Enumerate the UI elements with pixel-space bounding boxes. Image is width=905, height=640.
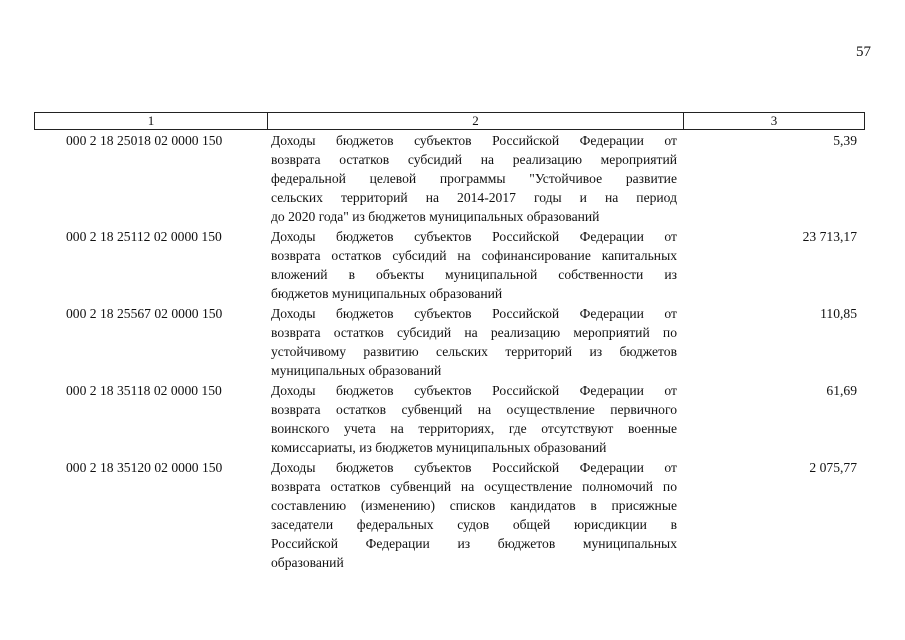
description-line: сельских территорий на 2014-2017 годы и на период bbox=[271, 190, 677, 205]
row-description bbox=[267, 458, 683, 572]
amount-value: 5,39 bbox=[833, 133, 857, 148]
header-col-1: 1 bbox=[35, 113, 268, 129]
row-description bbox=[267, 227, 683, 303]
description-line: вложений в объекты муниципальной собственности из bbox=[271, 267, 677, 282]
description-line: Доходы бюджетов субъектов Российской Федерации от bbox=[271, 229, 677, 244]
description-line: воинского учета на территориях, где отсутствуют военные bbox=[271, 421, 677, 436]
description-line: Доходы бюджетов субъектов Российской Федерации от bbox=[271, 133, 677, 148]
page-number: 57 bbox=[856, 44, 871, 60]
table-row bbox=[34, 458, 865, 572]
description-line: федеральной целевой программы "Устойчивое развитие bbox=[271, 171, 677, 186]
amount-value: 2 075,77 bbox=[809, 460, 857, 475]
budget-code: 000 2 18 35118 02 0000 150 bbox=[66, 383, 222, 398]
table-row bbox=[34, 227, 865, 303]
amount-value: 23 713,17 bbox=[802, 229, 857, 244]
description-line: устойчивому развитию сельских территорий из бюджетов bbox=[271, 344, 677, 359]
description-line: возврата остатков субвенций на осуществление полномочий по bbox=[271, 479, 677, 494]
row-description bbox=[267, 381, 683, 457]
row-description bbox=[267, 131, 683, 226]
table-body bbox=[34, 131, 865, 573]
description-line: возврата остатков субсидий на софинансирование капитальных bbox=[271, 248, 677, 263]
amount-value: 110,85 bbox=[820, 306, 857, 321]
description-line: заседатели федеральных судов общей юрисдикции в bbox=[271, 517, 677, 532]
table-row bbox=[34, 381, 865, 457]
table-row bbox=[34, 304, 865, 380]
budget-code: 000 2 18 25112 02 0000 150 bbox=[66, 229, 222, 244]
table-row bbox=[34, 131, 865, 226]
header-col-3: 3 bbox=[770, 113, 778, 128]
row-description bbox=[267, 304, 683, 380]
description-line: возврата остатков субвенций на осуществление первичного bbox=[271, 402, 677, 417]
description-line: муниципальных образований bbox=[271, 363, 442, 378]
budget-code: 000 2 18 25018 02 0000 150 bbox=[66, 133, 223, 148]
description-line: образований bbox=[271, 555, 344, 570]
description-line: бюджетов муниципальных образований bbox=[271, 286, 503, 301]
amount-value: 61,69 bbox=[826, 383, 857, 398]
header-col-2: 2 bbox=[268, 113, 684, 129]
description-line: Доходы бюджетов субъектов Российской Федерации от bbox=[271, 306, 677, 321]
table-header bbox=[34, 112, 865, 130]
budget-code: 000 2 18 35120 02 0000 150 bbox=[66, 460, 223, 475]
description-line: возврата остатков субсидий на реализацию мероприятий bbox=[271, 152, 677, 167]
description-line: Российской Федерации из бюджетов муниципальных bbox=[271, 536, 677, 551]
description-line: возврата остатков субсидий на реализацию мероприятий по bbox=[271, 325, 677, 340]
budget-code: 000 2 18 25567 02 0000 150 bbox=[66, 306, 223, 321]
description-line: Доходы бюджетов субъектов Российской Федерации от bbox=[271, 460, 677, 475]
description-line: Доходы бюджетов субъектов Российской Федерации от bbox=[271, 383, 677, 398]
description-line: составлению (изменению) списков кандидатов в присяжные bbox=[271, 498, 677, 513]
description-line: комиссариаты, из бюджетов муниципальных образований bbox=[271, 440, 607, 455]
description-line: до 2020 года" из бюджетов муниципальных образований bbox=[271, 209, 600, 224]
